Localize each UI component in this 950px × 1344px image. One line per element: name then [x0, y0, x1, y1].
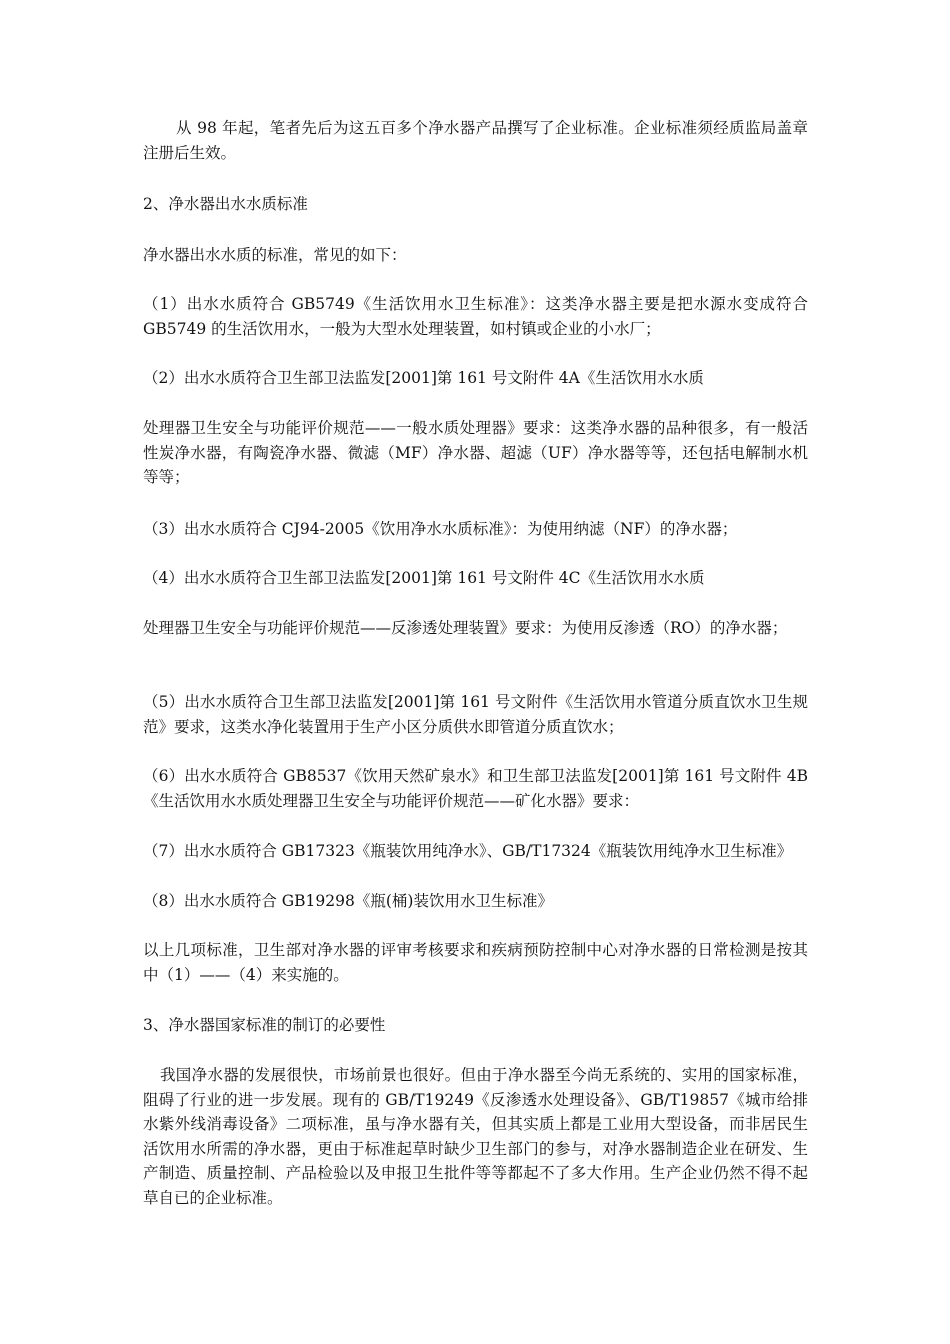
necessity-paragraph: 我国净水器的发展很快，市场前景也很好。但由于净水器至今尚无系统的、实用的国家标准，阻碍了行业的进一步发展。现有的 GB/T19249《反渗透水处理设备》、GB/T19857《城市给排水紫外线消毒设备》二项标准，虽与净水器有关，但其实质上都是工业用大型设备，而非居民生活饮用水所需的净水器，更由于标准起草时缺少卫生部门的参与，对净水器制造企业在研发、生产制造、质量控制、产品检验以及申报卫生批件等等都起不了多大作用。生产企业仍然不得不起草自已的企业标准。 [143, 1066, 808, 1207]
intro-paragraph: 从 98 年起，笔者先后为这五百多个净水器产品撰写了企业标准。企业标准须经质监局盖章注册后生效。 [143, 119, 808, 162]
standard-item-1: （1）出水水质符合 GB5749《生活饮用水卫生标准》：这类净水器主要是把水源水变成符合 GB5749 的生活饮用水，一般为大型水处理装置，如村镇或企业的小水厂； [143, 295, 808, 338]
standard-item-7: （7）出水水质符合 GB17323《瓶装饮用纯净水》、GB/T17324《瓶装饮用纯净水卫生标准》 [143, 842, 793, 860]
standard-item-6: （6）出水水质符合 GB8537《饮用天然矿泉水》和卫生部卫法监发[2001]第 161 号文附件 4B《生活饮用水水质处理器卫生安全与功能评价规范——矿化水器》要求： [143, 767, 808, 810]
standard-item-4: （4）出水水质符合卫生部卫法监发[2001]第 161 号文附件 4C《生活饮用水水质 [143, 569, 705, 587]
standards-intro: 净水器出水水质的标准，常见的如下： [143, 246, 407, 264]
standard-item-3: （3）出水水质符合 CJ94-2005《饮用净水水质标准》：为使用纳滤（NF）的净水器； [143, 520, 738, 538]
standard-item-8: （8）出水水质符合 GB19298《瓶(桶)装饮用水卫生标准》 [143, 892, 553, 910]
standard-item-2: （2）出水水质符合卫生部卫法监发[2001]第 161 号文附件 4A《生活饮用水水质 [143, 369, 704, 387]
section-heading-2: 2、净水器出水水质标准 [143, 195, 308, 213]
section-heading-3: 3、净水器国家标准的制订的必要性 [143, 1016, 386, 1034]
standard-item-2-continued: 处理器卫生安全与功能评价规范——一般水质处理器》要求：这类净水器的品种很多，有一般活性炭净水器，有陶瓷净水器、微滤（MF）净水器、超滤（UF）净水器等等，还包括电解制水机等等； [143, 419, 808, 486]
standards-summary: 以上几项标准，卫生部对净水器的评审考核要求和疾病预防控制中心对净水器的日常检测是按其中（1）——（4）来实施的。 [143, 941, 808, 984]
standard-item-5: （5）出水水质符合卫生部卫法监发[2001]第 161 号文附件《生活饮用水管道分质直饮水卫生规范》要求，这类水净化装置用于生产小区分质供水即管道分质直饮水； [143, 693, 808, 736]
standard-item-4-continued: 处理器卫生安全与功能评价规范——反渗透处理装置》要求：为使用反渗透（RO）的净水器； [143, 619, 788, 637]
